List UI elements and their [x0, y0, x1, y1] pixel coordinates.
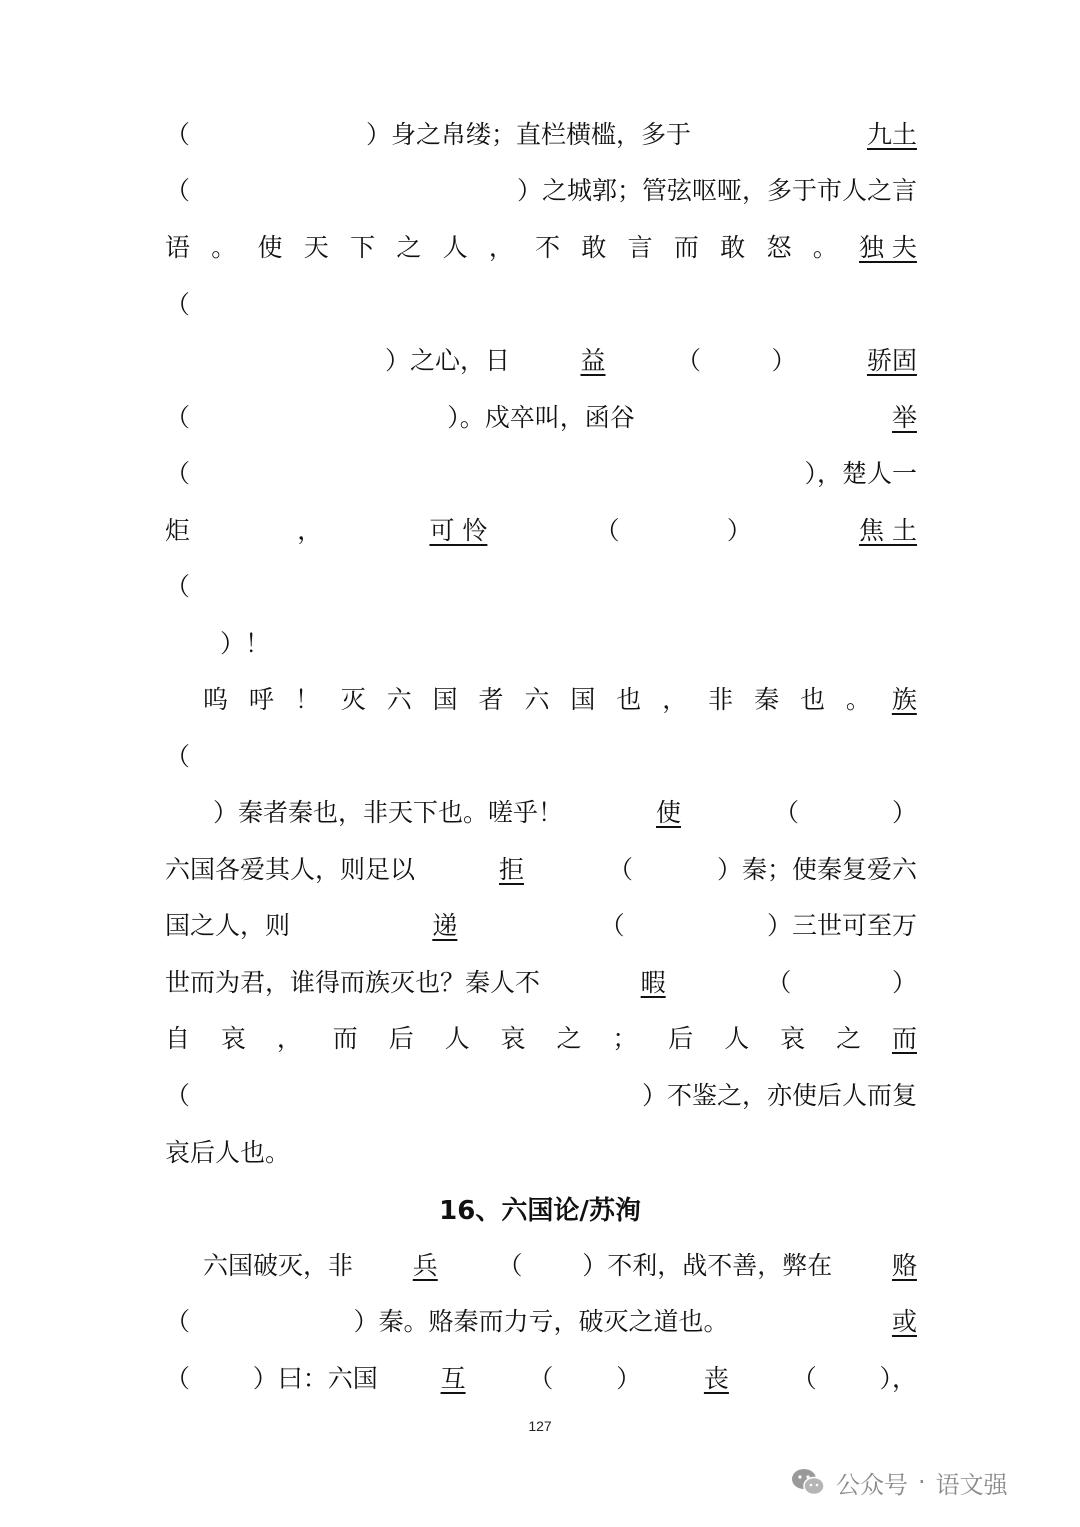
- text-segment: 语: [165, 233, 191, 262]
- text-segment: ），楚人一: [804, 459, 917, 488]
- text-segment: （: [165, 290, 191, 319]
- underlined-term: 九土: [866, 120, 917, 149]
- text-line: [165, 1302, 917, 1342]
- text-line: [165, 341, 917, 381]
- watermark: [790, 1462, 1008, 1502]
- text-segment: 六: [524, 685, 550, 714]
- text-segment: （: [165, 1081, 191, 1110]
- text-line: [165, 228, 917, 268]
- text-segment: 哀: [780, 1024, 806, 1053]
- text-segment: 。: [845, 685, 871, 714]
- text-segment: 敢: [720, 233, 746, 262]
- text-segment: （: [594, 516, 620, 545]
- text-segment: （: [773, 798, 799, 827]
- text-segment: 使: [257, 233, 283, 262]
- underlined-term: 暇: [640, 968, 666, 997]
- text-line: [165, 1246, 917, 1286]
- text-segment: ）: [891, 968, 917, 997]
- text-segment: ）: [726, 516, 752, 545]
- text-segment: 之: [396, 233, 422, 262]
- text-segment: 六国各爱其人，则足以: [165, 855, 416, 884]
- text-segment: 后: [388, 1024, 414, 1053]
- underlined-term: 使: [655, 798, 681, 827]
- text-segment: 而: [332, 1024, 358, 1053]
- text-segment: （: [165, 459, 191, 488]
- text-segment: ）秦者秦也，非天下也。嗟乎！: [213, 798, 564, 827]
- text-segment: 呜: [203, 685, 229, 714]
- watermark-dot: ·: [918, 1468, 926, 1496]
- text-segment: ）三世可至万: [766, 911, 917, 940]
- text-segment: 者: [478, 685, 504, 714]
- text-segment: 人: [444, 1024, 470, 1053]
- underlined-term: 兵: [412, 1251, 438, 1280]
- text-segment: （: [165, 120, 191, 149]
- text-segment: ）不鉴之，亦使后人而复: [641, 1081, 917, 1110]
- text-line: [165, 115, 917, 155]
- text-line: [165, 906, 917, 946]
- text-line: [165, 680, 917, 720]
- text-segment: 也: [616, 685, 642, 714]
- text-segment: 炬: [165, 516, 191, 545]
- text-line: [165, 1076, 917, 1116]
- underlined-term: 而: [891, 1024, 917, 1053]
- text-segment: 国: [570, 685, 596, 714]
- text-segment: 之: [556, 1024, 582, 1053]
- text-line: [165, 171, 917, 211]
- text-segment: （: [675, 346, 701, 375]
- text-segment: ）: [616, 1364, 642, 1393]
- text-segment: （: [165, 403, 191, 432]
- text-segment: （: [607, 855, 633, 884]
- text-line: [165, 511, 917, 551]
- text-line: [165, 1359, 917, 1399]
- text-segment: ）。戍卒叫，函谷: [447, 403, 635, 432]
- text-segment: （: [165, 742, 191, 771]
- text-segment: ，: [297, 516, 323, 545]
- underlined-term: 族: [891, 685, 917, 714]
- text-segment: ）: [891, 798, 917, 827]
- text-line: [165, 1133, 917, 1173]
- text-segment: ），: [879, 1364, 917, 1393]
- text-segment: 。: [211, 233, 237, 262]
- text-segment: 六国破灭，非: [203, 1251, 354, 1280]
- text-segment: （: [791, 1364, 817, 1393]
- text-segment: ）不利，战不善，弊在: [582, 1251, 833, 1280]
- underlined-term: 互: [440, 1364, 466, 1393]
- text-segment: 下: [350, 233, 376, 262]
- text-segment: ；: [612, 1024, 638, 1053]
- text-segment: 不: [535, 233, 561, 262]
- text-line: [165, 454, 917, 494]
- text-segment: 呼: [248, 685, 274, 714]
- text-segment: 人: [724, 1024, 750, 1053]
- text-segment: ，: [276, 1024, 302, 1053]
- underlined-term: 举: [891, 403, 917, 432]
- text-segment: 哀: [220, 1024, 246, 1053]
- text-segment: ，: [662, 685, 688, 714]
- text-line: [165, 567, 917, 607]
- page-number: 127: [528, 1418, 552, 1434]
- text-segment: （: [497, 1251, 523, 1280]
- text-segment: 国之人，则: [165, 911, 291, 940]
- text-segment: 自: [165, 1024, 191, 1053]
- wechat-icon: [790, 1467, 826, 1497]
- text-segment: 。: [812, 233, 838, 262]
- text-segment: 人: [442, 233, 468, 262]
- underlined-term: 或: [891, 1307, 917, 1336]
- watermark-account: 语文强: [935, 1470, 1008, 1499]
- text-segment: 六: [386, 685, 412, 714]
- text-line: [165, 398, 917, 438]
- text-segment: ）: [771, 346, 797, 375]
- text-line: [165, 737, 917, 777]
- text-segment: ，: [488, 233, 514, 262]
- text-segment: 言: [627, 233, 653, 262]
- watermark-brand: 公众号: [836, 1470, 908, 1499]
- text-segment: 怒: [766, 233, 792, 262]
- text-segment: 也: [799, 685, 825, 714]
- text-segment: 非: [708, 685, 734, 714]
- text-line: [165, 963, 917, 1003]
- underlined-term: 焦 土: [859, 516, 917, 545]
- text-line: [165, 624, 917, 664]
- text-line: [165, 793, 917, 833]
- text-segment: ）秦；使秦复爱六: [716, 855, 917, 884]
- text-segment: 而: [673, 233, 699, 262]
- text-line: [165, 1019, 917, 1059]
- text-segment: 国: [432, 685, 458, 714]
- text-segment: （: [165, 1364, 191, 1393]
- text-segment: 世而为君，谁得而族灭也？秦人不: [165, 968, 541, 997]
- text-segment: ）曰：六国: [252, 1364, 378, 1393]
- text-segment: ）！: [220, 629, 271, 658]
- text-segment: 敢: [581, 233, 607, 262]
- underlined-term: 拒: [498, 855, 524, 884]
- text-segment: 之: [836, 1024, 862, 1053]
- text-segment: ）身之帛缕；直栏横槛，多于: [365, 120, 691, 149]
- text-segment: 哀: [500, 1024, 526, 1053]
- underlined-term: 益: [580, 346, 606, 375]
- text-segment: ）之心，日: [385, 346, 511, 375]
- underlined-term: 赂: [891, 1251, 917, 1280]
- underlined-term: 独 夫: [858, 233, 917, 262]
- text-segment: （: [528, 1364, 554, 1393]
- underlined-term: 可 怜: [429, 516, 488, 545]
- text-segment: （: [599, 911, 625, 940]
- text-segment: （: [165, 572, 191, 601]
- text-line: [165, 285, 917, 325]
- text-segment: （: [165, 176, 191, 205]
- text-segment: （: [766, 968, 792, 997]
- text-segment: 秦: [754, 685, 780, 714]
- section-heading: 16、六国论/苏洵: [439, 1196, 641, 1226]
- text-segment: ！: [294, 685, 320, 714]
- text-segment: （: [165, 1307, 191, 1336]
- text-segment: 哀后人也。: [165, 1138, 291, 1167]
- text-segment: ）秦。赂秦而力亏，破灭之道也。: [353, 1307, 729, 1336]
- underlined-term: 骄固: [866, 346, 917, 375]
- text-segment: ）之城郭；管弦呕哑，多于市人之言: [516, 176, 917, 205]
- underlined-term: 丧: [703, 1364, 729, 1393]
- text-segment: 后: [668, 1024, 694, 1053]
- text-segment: 天: [303, 233, 329, 262]
- text-segment: 灭: [340, 685, 366, 714]
- underlined-term: 递: [432, 911, 458, 940]
- text-line: [165, 850, 917, 890]
